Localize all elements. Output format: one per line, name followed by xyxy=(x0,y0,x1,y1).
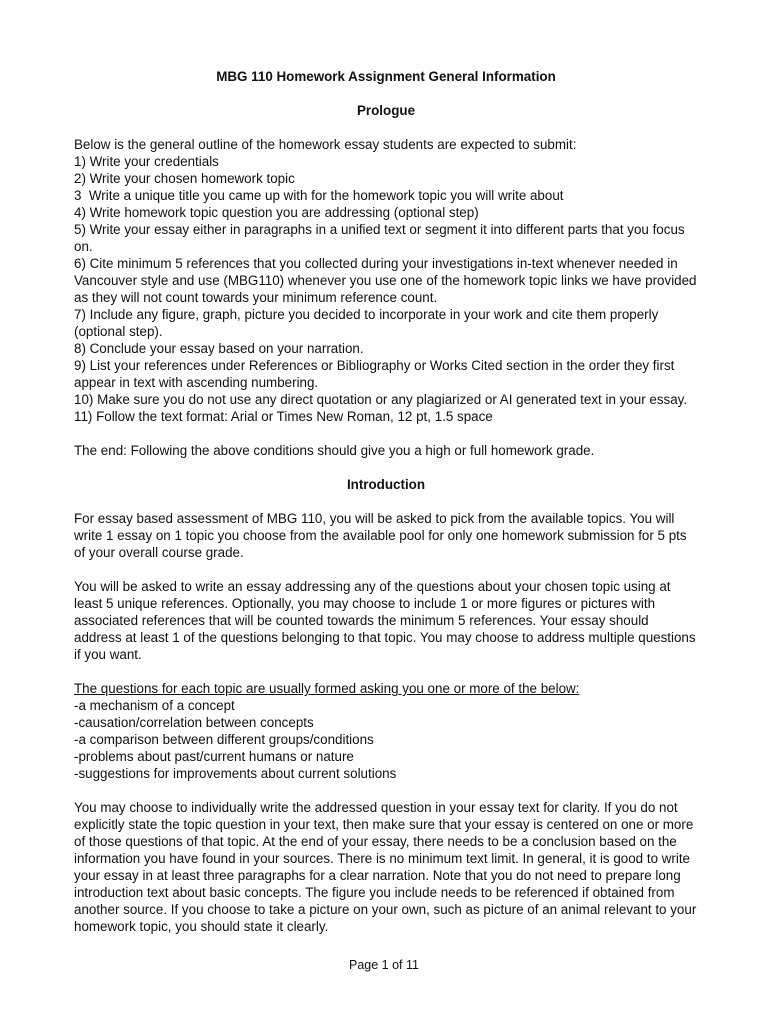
question-item: -a comparison between different groups/conditions xyxy=(74,732,374,747)
prologue-item-8: 8) Conclude your essay based on your narration. xyxy=(74,341,364,356)
questions-lead: The questions for each topic are usually formed asking you one or more of the below: xyxy=(74,681,580,696)
prologue-item-2: 2) Write your chosen homework topic xyxy=(74,171,295,186)
introduction-paragraph-1: For essay based assessment of MBG 110, you will be asked to pick from the available topics. You will write 1 essay on 1 topic you choose from the available pool for only one homework submission for 5 pts of your overall course grade. xyxy=(74,511,687,560)
introduction-paragraph-2: You will be asked to write an essay addressing any of the questions about your chosen topic using at least 5 unique references. Optionally, you may choose to include 1 or more figures or pictures with associated references that will be counted towards the minimum 5 references. Your essay should address at least 1 of the questions belonging to that topic. You may choose to address multiple questions if you want. xyxy=(74,579,696,662)
prologue-item-11: 11) Follow the text format: Arial or Times New Roman, 12 pt, 1.5 space xyxy=(74,409,493,424)
question-item: -suggestions for improvements about current solutions xyxy=(74,766,397,781)
prologue-item-3: 3 Write a unique title you came up with for the homework topic you will write about xyxy=(74,188,564,203)
prologue-heading: Prologue xyxy=(356,103,416,118)
prologue-item-7: 7) Include any figure, graph, picture you decided to incorporate in your work and cite them properly (optional step). xyxy=(74,307,659,339)
prologue-item-4: 4) Write homework topic question you are addressing (optional step) xyxy=(74,205,479,220)
page-number: Page 1 of 11 xyxy=(349,958,419,972)
question-item: -a mechanism of a concept xyxy=(74,698,235,713)
question-item: -causation/correlation between concepts xyxy=(74,715,314,730)
question-item: -problems about past/current humans or nature xyxy=(74,749,354,764)
introduction-heading: Introduction xyxy=(346,477,426,492)
prologue-end-note: The end: Following the above conditions should give you a high or full homework grade. xyxy=(74,443,595,458)
prologue-item-1: 1) Write your credentials xyxy=(74,154,219,169)
prologue-item-5: 5) Write your essay either in paragraphs in a unified text or segment it into different parts that you focus on. xyxy=(74,222,685,254)
prologue-item-9: 9) List your references under References or Bibliography or Works Cited section in the order they first appear in text with ascending numbering. xyxy=(74,358,675,390)
document-title: MBG 110 Homework Assignment General Information xyxy=(216,69,556,84)
document-body xyxy=(74,68,698,935)
prologue-item-6: 6) Cite minimum 5 references that you collected during your investigations in-text whenever needed in Vancouver style and use (MBG110) whenever you use one of the homework topic links we have provided as they will not count towards your minimum reference count. xyxy=(74,256,697,305)
prologue-intro: Below is the general outline of the homework essay students are expected to submit: xyxy=(74,137,577,152)
prologue-item-10: 10) Make sure you do not use any direct quotation or any plagiarized or AI generated text in your essay. xyxy=(74,392,688,407)
introduction-paragraph-3: You may choose to individually write the addressed question in your essay text for clarity. If you do not explicitly state the topic question in your text, then make sure that your essay is centered on one or more of those questions of that topic. At the end of your essay, there needs to be a conclusion based on the information you have found in your sources. There is no minimum text limit. In general, it is good to write your essay in at least three paragraphs for a clear narration. Note that you do not need to prepare long introduction text about basic concepts. The figure you include needs to be referenced if obtained from another source. If you choose to take a picture on your own, such as picture of an animal relevant to your homework topic, you should state it clearly. xyxy=(74,800,697,934)
